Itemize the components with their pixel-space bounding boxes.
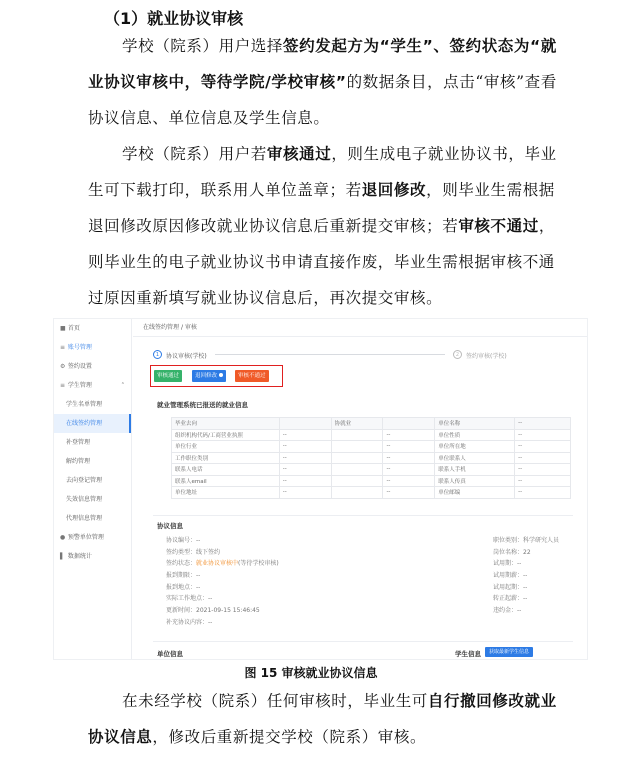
paragraph-2 [88, 136, 558, 316]
field-label: 实际工作地点： [166, 595, 209, 603]
field-value: -- [196, 583, 201, 591]
field-value: -- [517, 560, 522, 568]
field-value: -- [517, 607, 522, 615]
table-row [172, 418, 571, 430]
text: 学校（院系）用户若 [122, 145, 267, 163]
table-row [172, 475, 571, 487]
sidebar-item-destination[interactable] [54, 471, 131, 490]
breadcrumb-current: 审核 [184, 324, 197, 331]
field-label: 签约类型： [166, 548, 197, 556]
field-value: -- [523, 595, 528, 603]
table-cell: 联系人email [172, 475, 280, 487]
table-cell: 单位行业 [172, 441, 280, 453]
step-1-icon: 1 [153, 350, 162, 359]
table-cell: 联系人电话 [172, 464, 280, 476]
step-2-icon: 2 [453, 350, 462, 359]
action-button-group [150, 365, 283, 387]
agreement-field [493, 605, 559, 617]
agreement-field [493, 547, 559, 559]
sidebar-item-label: 在线签约管理 [66, 420, 103, 427]
employer-section-title: 就业管理系统已报送的就业信息 [157, 401, 248, 409]
table-cell: 毕业去向 [172, 418, 280, 430]
agreement-field [166, 593, 279, 605]
table-cell [331, 441, 383, 453]
agreement-field [166, 535, 279, 547]
main-content [133, 319, 588, 659]
field-label: 试用期： [493, 560, 518, 568]
table-cell: -- [279, 441, 331, 453]
table-cell: -- [515, 487, 571, 499]
gear-icon: ⚙ [60, 363, 66, 370]
field-value: 线下签约 [196, 548, 221, 556]
table-cell [383, 418, 435, 430]
sidebar-item-label: 首页 [67, 325, 80, 332]
return-button-label: 退回修改 [195, 373, 218, 379]
field-label: 协议编号： [166, 537, 197, 544]
breadcrumb-link[interactable]: 在线签约管理 [143, 324, 180, 331]
dot-icon: ● [60, 534, 66, 541]
divider [153, 515, 573, 516]
table-cell [331, 475, 383, 487]
table-cell: 单位邮编 [435, 487, 515, 499]
table-cell: -- [383, 441, 435, 453]
field-label: 转正起薪： [493, 595, 524, 603]
sidebar [54, 319, 132, 659]
agreement-field [493, 535, 559, 547]
sidebar-item-agency[interactable] [54, 509, 131, 528]
table-cell: 单位所在地 [435, 441, 515, 453]
unit-section-title: 单位信息 [157, 650, 183, 658]
agreement-field [493, 582, 559, 594]
approve-button[interactable]: 审核通过 [154, 370, 182, 382]
sidebar-item-supplement[interactable] [54, 433, 131, 452]
agreement-left-column [166, 535, 279, 629]
field-value: -- [523, 572, 528, 580]
table-cell: -- [383, 487, 435, 499]
bold-text: 签约发起方为“学生”、签约状态为“就业协议审核中，等待学院/学校审核” [88, 37, 557, 91]
table-cell: 工作职位类别 [172, 452, 280, 464]
text: 在未经学校（院系）任何审核时，毕业生可 [122, 692, 428, 710]
step-indicator [153, 350, 573, 364]
divider [153, 641, 573, 642]
table-row [172, 452, 571, 464]
field-label: 更新时间： [166, 607, 197, 615]
table-cell [331, 452, 383, 464]
table-cell [331, 487, 383, 499]
text: 的数据条目，点击“审核”查看协议信息、单位信息及学生信息。 [88, 73, 557, 127]
return-button[interactable] [192, 370, 226, 382]
sidebar-item-label: 失效信息管理 [66, 496, 103, 503]
text: ，则生成电子就业协议书，毕业生可下载打印，联系用人单位盖章；若 [88, 145, 557, 199]
bold-text: 审核不通过 [458, 217, 539, 235]
employer-info-table [171, 417, 571, 499]
reject-button[interactable]: 审核不通过 [235, 370, 269, 382]
table-cell: 协就业 [331, 418, 383, 430]
table-cell: -- [515, 441, 571, 453]
text: ，则毕业生需根据退回修改原因修改就业协议信息后重新提交审核；若 [88, 181, 555, 235]
field-value: 科学研究人员 [523, 537, 560, 544]
student-section-title: 学生信息 [455, 650, 481, 658]
field-label: 岗位名称： [493, 548, 524, 556]
status-note: (等待学校审核) [238, 560, 279, 568]
bold-text: 审核通过 [266, 145, 332, 163]
agreement-field [166, 570, 279, 582]
status-value: 就业协议审核中 [196, 560, 239, 568]
table-cell: 联系人传真 [435, 475, 515, 487]
field-value: -- [196, 537, 201, 544]
table-cell: -- [515, 475, 571, 487]
table-cell: -- [279, 429, 331, 441]
field-label: 违约金： [493, 607, 518, 615]
sidebar-item-label: 解约管理 [66, 458, 91, 465]
sidebar-item-home[interactable] [54, 319, 131, 338]
sidebar-item-warning[interactable] [54, 528, 131, 547]
table-cell: -- [515, 418, 571, 430]
table-cell [331, 464, 383, 476]
field-value: -- [208, 595, 213, 603]
step-2-label: 签约审核(学校) [466, 353, 507, 360]
table-cell: -- [383, 452, 435, 464]
refresh-student-info-button[interactable]: 获取最新学生信息 [485, 647, 533, 657]
agreement-field [166, 582, 279, 594]
figure-screenshot [53, 318, 588, 660]
field-value: -- [523, 583, 528, 591]
sidebar-item-terminate[interactable] [54, 452, 131, 471]
sidebar-item-label: 签约设置 [67, 363, 92, 370]
text: ，修改后重新提交学校（院系）审核。 [152, 728, 427, 746]
agreement-field [493, 593, 559, 605]
table-cell: -- [279, 464, 331, 476]
agreement-right-column [493, 535, 559, 617]
table-cell: -- [279, 487, 331, 499]
agreement-field [493, 558, 559, 570]
table-cell: 单位联系人 [435, 452, 515, 464]
table-row [172, 429, 571, 441]
agreement-field [166, 547, 279, 559]
table-cell: -- [515, 429, 571, 441]
bold-text: 自行撤回修改就业协议信息 [88, 692, 557, 746]
figure-caption: 图 15 审核就业协议信息 [244, 666, 378, 680]
sidebar-item-account[interactable] [54, 338, 131, 357]
table-cell: 单位性质 [435, 429, 515, 441]
table-row [172, 464, 571, 476]
list-icon: ≡ [60, 382, 66, 389]
step-1-label: 协议审核(学校) [166, 353, 207, 360]
home-icon: ■ [60, 325, 66, 332]
table-cell [331, 429, 383, 441]
text: ，则毕业生的电子就业协议书申请直接作废，毕业生需根据审核不通过原因重新填写就业协议信息后，再次提交审核。 [88, 217, 555, 307]
field-value: 22 [523, 548, 531, 556]
sidebar-item-expired[interactable] [54, 490, 131, 509]
table-cell: 组织机构代码/工商营业执照 [172, 429, 280, 441]
table-cell: -- [279, 475, 331, 487]
sidebar-item-label: 学生名单管理 [66, 401, 103, 408]
paragraph-3 [88, 683, 558, 755]
breadcrumb [133, 319, 588, 337]
table-cell: -- [383, 475, 435, 487]
table-cell: 单位地址 [172, 487, 280, 499]
text: 学校（院系）用户选择 [122, 37, 284, 55]
section-heading: （1）就业协议审核 [104, 9, 244, 28]
table-row [172, 441, 571, 453]
table-cell: -- [515, 464, 571, 476]
table-cell: -- [279, 452, 331, 464]
sidebar-item-label: 账号管理 [67, 344, 92, 351]
agreement-section-title: 协议信息 [157, 522, 183, 530]
field-value: -- [196, 572, 201, 580]
sidebar-item-label: 学生管理 [67, 382, 92, 389]
menu-icon: ≡ [60, 344, 66, 351]
table-cell: 单位名称 [435, 418, 515, 430]
field-label: 试用期薪： [493, 572, 524, 580]
table-cell: -- [515, 452, 571, 464]
sidebar-item-label: 补登管理 [66, 439, 91, 446]
table-cell: 联系人手机 [435, 464, 515, 476]
chevron-up-icon: ⌃ [120, 382, 125, 388]
chart-icon: ▌ [60, 553, 65, 560]
sidebar-item-stats[interactable] [54, 547, 131, 566]
bold-text: 退回修改 [361, 181, 427, 199]
field-label: 签约状态： [166, 560, 197, 568]
sidebar-item-label: 去向登记管理 [66, 477, 103, 484]
table-cell: -- [383, 429, 435, 441]
field-label: 试用起期： [493, 583, 524, 591]
breadcrumb-separator: / [180, 324, 183, 331]
sidebar-item-label: 数据统计 [67, 553, 92, 560]
sidebar-item-online-sign[interactable] [54, 414, 131, 433]
info-icon [219, 373, 223, 377]
agreement-field [493, 570, 559, 582]
table-row [172, 487, 571, 499]
agreement-field [166, 605, 279, 617]
field-label: 报到期限： [166, 572, 197, 580]
field-label: 职位类别： [493, 537, 524, 544]
table-cell [279, 418, 331, 430]
field-value: 2021-09-15 15:46:45 [196, 607, 260, 615]
sidebar-item-label: 预警单位管理 [67, 534, 104, 541]
agreement-field [166, 617, 279, 629]
table-cell: -- [383, 464, 435, 476]
sidebar-item-sign-settings[interactable] [54, 357, 131, 376]
sidebar-item-student-list[interactable] [54, 395, 131, 414]
step-connector [215, 354, 445, 355]
field-label: 补充协议内容： [166, 618, 209, 626]
field-value: -- [208, 618, 213, 626]
field-label: 报到地点： [166, 583, 197, 591]
sidebar-item-student-mgmt[interactable] [54, 376, 131, 395]
agreement-field [166, 558, 279, 570]
sidebar-item-label: 代理信息管理 [66, 515, 103, 522]
paragraph-1 [88, 28, 558, 136]
